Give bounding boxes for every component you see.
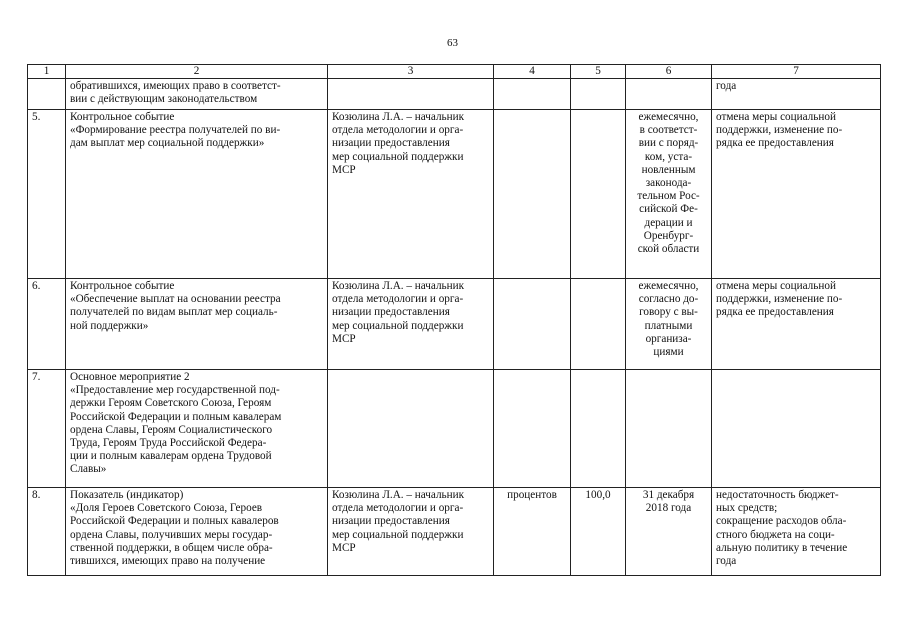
cell-text-line: рядка ее предоставления bbox=[716, 137, 834, 150]
cell-text-line: ордена Славы, получивших меры государ- bbox=[70, 528, 273, 541]
description-cell bbox=[66, 110, 328, 279]
cell-text-line: ежемесячно, bbox=[638, 280, 699, 292]
cell-text-line: отдела методологии и орга- bbox=[332, 124, 464, 137]
deadline-cell bbox=[626, 79, 712, 110]
cell-text-line: «Доля Героев Советского Союза, Героев bbox=[70, 502, 263, 515]
cell-text-line: вии с действующим законодательством bbox=[70, 93, 258, 106]
cell-text-line: Козюлина Л.А. – начальник bbox=[332, 280, 465, 292]
table-row bbox=[28, 79, 881, 110]
cell-text-line: говору с вы- bbox=[639, 306, 698, 319]
cell-text-line: Славы» bbox=[70, 463, 107, 476]
cell-text-line: законода- bbox=[645, 177, 692, 190]
description-cell bbox=[66, 279, 328, 370]
cell-text-line: года bbox=[716, 80, 737, 92]
page-number: 63 bbox=[447, 37, 458, 49]
cell-text-line: ордена Славы, Героям Социалистического bbox=[70, 423, 273, 436]
cell-text-line: сокращение расходов обла- bbox=[716, 515, 847, 528]
cell-text-line: года bbox=[716, 555, 737, 568]
cell-text-line: получателей по видам выплат мер социаль- bbox=[70, 306, 278, 319]
cell-text-line: «Обеспечение выплат на основании реестра bbox=[70, 293, 281, 306]
deadline-cell bbox=[626, 110, 712, 279]
unit-cell bbox=[494, 370, 571, 488]
cell-text-line: Показатель (индикатор) bbox=[70, 489, 184, 501]
responsible-cell bbox=[328, 110, 494, 279]
deadline-cell bbox=[626, 370, 712, 488]
header-cell: 1 bbox=[28, 65, 66, 79]
cell-text-line: отдела методологии и орга- bbox=[332, 293, 464, 306]
cell-text-line: Козюлина Л.А. – начальник bbox=[332, 111, 465, 123]
risk-cell bbox=[712, 79, 881, 110]
header-cell: 3 bbox=[328, 65, 494, 79]
value-cell bbox=[571, 370, 626, 488]
cell-text-line: ной поддержки» bbox=[70, 319, 149, 332]
cell-text-line: ской области bbox=[637, 243, 700, 256]
row-number-cell: 7. bbox=[28, 370, 66, 488]
table-row bbox=[28, 488, 881, 576]
responsible-cell bbox=[328, 79, 494, 110]
cell-text-line: МСР bbox=[332, 332, 356, 345]
risk-cell bbox=[712, 110, 881, 279]
cell-text-line: ных средств; bbox=[716, 502, 778, 515]
cell-text-line: 2018 года bbox=[645, 502, 692, 515]
cell-text-line: ственной поддержки, в общем числе обра- bbox=[70, 541, 273, 554]
cell-text-line: мер социальной поддержки bbox=[332, 150, 464, 163]
responsible-cell bbox=[328, 488, 494, 576]
cell-text-line: ком, уста- bbox=[644, 150, 693, 163]
cell-text-line: «Формирование реестра получателей по ви- bbox=[70, 124, 281, 137]
header-cell: 5 bbox=[571, 65, 626, 79]
cell-text-line: поддержки, изменение по- bbox=[716, 293, 843, 306]
cell-text-line: вии с поряд- bbox=[638, 137, 699, 150]
cell-text-line: Российской Федерации и полным кавалерам bbox=[70, 410, 282, 423]
header-cell: 7 bbox=[712, 65, 881, 79]
cell-text-line: обратившихся, имеющих право в соответст- bbox=[70, 80, 281, 92]
responsible-cell bbox=[328, 279, 494, 370]
document-table bbox=[27, 64, 881, 576]
cell-text-line: мер социальной поддержки bbox=[332, 319, 464, 332]
cell-text-line: ции и полным кавалерам ордена Трудовой bbox=[70, 450, 272, 463]
table-row bbox=[28, 370, 881, 488]
value-cell: 100,0 bbox=[571, 488, 626, 576]
unit-cell bbox=[494, 110, 571, 279]
cell-text-line: Труда, Героям Труда Российской Федера- bbox=[70, 437, 267, 450]
deadline-cell bbox=[626, 488, 712, 576]
cell-text-line: поддержки, изменение по- bbox=[716, 124, 843, 137]
cell-text-line: альную политику в течение bbox=[716, 541, 848, 554]
unit-cell bbox=[494, 79, 571, 110]
header-row bbox=[28, 65, 881, 79]
unit-cell bbox=[494, 279, 571, 370]
cell-text-line: МСР bbox=[332, 163, 356, 176]
risk-cell bbox=[712, 279, 881, 370]
cell-text-line: «Предоставление мер государственной под- bbox=[70, 384, 280, 397]
cell-text-line: дам выплат мер социальной поддержки» bbox=[70, 137, 265, 150]
cell-text-line: МСР bbox=[332, 541, 356, 554]
cell-text-line: низации предоставления bbox=[332, 306, 450, 319]
cell-text-line: согласно до- bbox=[638, 293, 699, 306]
table-row bbox=[28, 110, 881, 279]
row-number-cell: 8. bbox=[28, 488, 66, 576]
header-cell: 2 bbox=[66, 65, 328, 79]
cell-text-line: 31 декабря bbox=[642, 489, 695, 501]
cell-text-line: рядка ее предоставления bbox=[716, 306, 834, 319]
value-cell bbox=[571, 79, 626, 110]
cell-text-line: Оренбург- bbox=[643, 229, 694, 242]
risk-cell bbox=[712, 370, 881, 488]
cell-text-line: отмена меры социальной bbox=[716, 280, 836, 292]
cell-text-line: ежемесячно, bbox=[638, 111, 699, 123]
row-number-cell: 6. bbox=[28, 279, 66, 370]
value-cell bbox=[571, 279, 626, 370]
cell-text-line: Контрольное событие bbox=[70, 111, 175, 123]
cell-text-line: Козюлина Л.А. – начальник bbox=[332, 489, 465, 501]
header-cell: 4 bbox=[494, 65, 571, 79]
value-cell bbox=[571, 110, 626, 279]
description-cell bbox=[66, 370, 328, 488]
cell-text-line: новленным bbox=[641, 163, 696, 176]
cell-text-line: недостаточность бюджет- bbox=[716, 489, 839, 501]
cell-text-line: Основное мероприятие 2 bbox=[70, 371, 190, 383]
cell-text-line: организа- bbox=[645, 332, 692, 345]
cell-text-line: в соответст- bbox=[639, 124, 698, 137]
table-row bbox=[28, 279, 881, 370]
cell-text-line: тельном Рос- bbox=[637, 190, 700, 203]
row-number-cell bbox=[28, 79, 66, 110]
cell-text-line: тившихся, имеющих право на получение bbox=[70, 555, 266, 568]
cell-text-line: отдела методологии и орга- bbox=[332, 502, 464, 515]
description-cell bbox=[66, 488, 328, 576]
cell-text-line: Российской Федерации и полных кавалеров bbox=[70, 515, 279, 528]
cell-text-line: мер социальной поддержки bbox=[332, 528, 464, 541]
unit-cell: процентов bbox=[494, 488, 571, 576]
cell-text-line: дерации и bbox=[644, 216, 693, 229]
cell-text-line: стного бюджета на соци- bbox=[716, 528, 835, 541]
description-cell bbox=[66, 79, 328, 110]
cell-text-line: Контрольное событие bbox=[70, 280, 175, 292]
row-number-cell: 5. bbox=[28, 110, 66, 279]
header-cell: 6 bbox=[626, 65, 712, 79]
cell-text-line: низации предоставления bbox=[332, 515, 450, 528]
cell-text-line: держки Героям Советского Союза, Героям bbox=[70, 397, 272, 410]
cell-text-line: платными bbox=[644, 319, 693, 332]
cell-text-line: отмена меры социальной bbox=[716, 111, 836, 123]
cell-text-line: низации предоставления bbox=[332, 137, 450, 150]
risk-cell bbox=[712, 488, 881, 576]
cell-text-line: циями bbox=[653, 346, 684, 359]
cell-text-line: сийской Фе- bbox=[639, 203, 698, 216]
deadline-cell bbox=[626, 279, 712, 370]
responsible-cell bbox=[328, 370, 494, 488]
